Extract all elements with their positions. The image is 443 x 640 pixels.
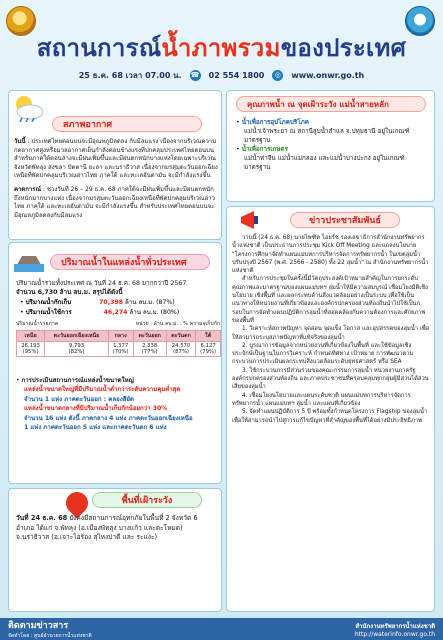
total-line-1: ปริมาณน้ำรวมทั้งประเทศ ณ วันที่ 24 ธ.ค. 68 มากกว่าปี 2567 bbox=[16, 280, 187, 287]
weather-heading-text: สภาพอากาศ bbox=[63, 120, 113, 130]
news-paragraph: สำหรับการประชุมในครั้งนี้มีวัตถุประสงค์เป้าหมายสำคัญในการยกระดับคุณภาพและมาตรฐานของแผนแม่บทฯ ลุ่มน้ำให้มีความสมบูรณ์ เชื่อมโยงมิติเชิงนโยบาย เชิงพื้นที่ และผลกระทบด้านสิ่งแวดล้อมอย่างเป็นระบบ เพื่อใช้เป็นแนวทางให้หน่วยงานที่เกี่ยวข้องและองค์กรปกครองส่วนท้องถิ่นนำไปใช้เป็นกรอบในการจัดทำแผนปฏิบัติการลุ่มน้ำที่สอดคล้องกับความต้องการและศักยภาพของพื้นที่ bbox=[232, 276, 428, 324]
watch-heading-text: พื้นที่เฝ้าระวัง bbox=[121, 496, 173, 506]
table-cell bbox=[133, 342, 166, 357]
reservoir-heading-text: ปริมาณน้ำในแหล่งน้ำทั่วประเทศ bbox=[61, 258, 187, 268]
title-part-3: ของประเทศ bbox=[280, 34, 407, 62]
table-cell bbox=[166, 342, 195, 357]
weather-forecast bbox=[14, 186, 218, 220]
col-header: เหนือ bbox=[17, 331, 45, 342]
storage-unit: ล้าน ลบ.ม. (87%) bbox=[124, 299, 175, 306]
col-header: ตะวันตก bbox=[166, 331, 195, 342]
table-cell bbox=[45, 342, 109, 357]
cell-percent: (70%) bbox=[112, 349, 129, 355]
item1-title: น้ำเพื่อการอุปโภคบริโภค bbox=[241, 119, 310, 126]
website-link[interactable]: www.onwr.go.th bbox=[291, 70, 365, 80]
reservoir-total bbox=[16, 280, 220, 297]
footer-left bbox=[8, 618, 92, 640]
weather-heading bbox=[52, 116, 202, 132]
table-header-row bbox=[17, 331, 221, 342]
watch-heading bbox=[92, 492, 202, 508]
quality-heading-text: คุณภาพน้ำ ณ จุดเฝ้าระวัง แม่น้ำสายหลัก bbox=[247, 100, 389, 109]
cell-value: 1,377 bbox=[113, 343, 129, 349]
assessment-title-text: การประเมินสถานการณ์แหล่งน้ำขนาดใหญ่ bbox=[21, 377, 134, 384]
news-heading-text: ข่าวประชาสัมพันธ์ bbox=[309, 216, 381, 226]
table-cell bbox=[196, 342, 221, 357]
cell-value: 2,338 bbox=[142, 343, 158, 349]
col-header: ตะวันออก bbox=[133, 331, 166, 342]
dam-icon bbox=[12, 250, 46, 274]
weather-today bbox=[14, 138, 218, 181]
forecast-label: คาดการณ์ bbox=[14, 186, 42, 193]
storage-row: • ปริมาณน้ำกักเก็บ 70,398 ล้าน ลบ.ม. (87%) bbox=[20, 299, 175, 306]
news-heading bbox=[290, 212, 400, 228]
usable-unit: ล้าน ลบ.ม. (80%) bbox=[129, 309, 180, 316]
item1-text: แม่น้ำเจ้าพระยา ณ สถานีสูบน้ำสำแล จ.ปทุมธานี อยู่ในเกณฑ์มาตรฐาน bbox=[244, 128, 410, 144]
col-header: กลาง bbox=[108, 331, 133, 342]
table-cell bbox=[17, 342, 45, 357]
news-paragraph: 1. วิเคราะห์สภาพปัญหา จุดอ่อน จุดแข็ง โอกาส และอุปสรรคของลุ่มน้ำ เพื่อให้สามารถระบุสภาพปัญหาที่แท้จริงของลุ่มน้ำ bbox=[232, 326, 430, 341]
assess-2a: แหล่งน้ำขนาดกลางที่มีปริมาณน้ำเก็บกักน้อยกว่า 30% bbox=[24, 405, 168, 413]
globe-icon: ◎ bbox=[272, 70, 283, 81]
storage-value: 70,398 bbox=[99, 299, 124, 306]
footer-bar bbox=[0, 618, 443, 640]
reservoir-heading bbox=[50, 254, 210, 270]
item2-title: น้ำเพื่อการเกษตร bbox=[241, 146, 288, 153]
table-cell bbox=[108, 342, 133, 357]
regional-table bbox=[16, 330, 221, 357]
footer-url[interactable]: http://waterinfo.onwr.go.th bbox=[354, 630, 435, 638]
cell-percent: (87%) bbox=[173, 349, 189, 355]
usable-label: ปริมาณน้ำใช้การ bbox=[25, 309, 72, 316]
cell-percent: (95%) bbox=[22, 349, 39, 355]
cell-value: 6,127 bbox=[200, 343, 216, 349]
quality-items bbox=[236, 118, 428, 172]
phone-number: 02 554 1800 bbox=[208, 70, 265, 80]
quality-heading bbox=[236, 96, 426, 112]
assessment bbox=[16, 376, 220, 432]
watch-date: วันที่ 24 ธ.ค. 68 bbox=[16, 514, 68, 522]
cell-value: 24,570 bbox=[171, 343, 191, 349]
cell-percent: (82%) bbox=[68, 349, 85, 355]
storage-label: ปริมาณน้ำกักเก็บ bbox=[25, 299, 72, 306]
assess-1b: จำนวน 1 แห่ง ภาคตะวันออก : คลองสียัด bbox=[24, 395, 134, 403]
quality-item-1-title: • น้ำเพื่อการอุปโภคบริโภค bbox=[236, 119, 310, 126]
news-paragraph: 2. บูรณาการข้อมูลจากหน่วยงานที่เกี่ยวข้องในพื้นที่ และใช้ข้อมูลเชิงประจักษ์เป็นฐานในการวิเคราะห์ กำหนดทิศทาง เป้าหมาย การพัฒนาตามกระบวนการประเมินผลกระทบสิ่งแวดล้อมระดับยุทธศาสตร์ หรือ SEA bbox=[232, 342, 414, 366]
footer-right bbox=[355, 621, 435, 638]
news-paragraph: 5. จัดทำแผนปฏิบัติการ 5 ปี พร้อมทั้งกำหนดโครงการ Flagship ของลุ่มน้ำ เพื่อให้สามารถนำไปสู่การแก้ไขปัญหาที่สำคัญของพื้นที่ได้อย่างมีประสิทธิภาพ bbox=[232, 409, 428, 424]
footer-sub: จัดทำโดย : ศูนย์อำนวยการน้ำแห่งชาติ bbox=[8, 633, 92, 639]
table-unit: หน่วย : ล้าน ลบ.ม. : % ความจุเก็บกัก bbox=[135, 321, 220, 327]
news-body bbox=[232, 234, 430, 425]
watch-text bbox=[16, 514, 214, 543]
cell-percent: (77%) bbox=[141, 349, 158, 355]
table-row bbox=[17, 342, 221, 357]
item2-text: แม่น้ำท่าจีน แม่น้ำแม่กลอง และแม่น้ำบางปะกง อยู่ในเกณฑ์มาตรฐาน bbox=[244, 155, 405, 171]
watch-body: ยังคงมีสถานการณ์อุทกภัยในพื้นที่ 2 จังหวัด 6 อำเภอ ได้แก่ จ.พัทลุง (อ.เมืองพัทลุง บางแก้ว และตะโหมด) จ.นราธิวาส (อ.เจาะไอร้อง สุไหงปาดี และ ระแงะ) bbox=[16, 514, 198, 542]
news-paragraph: วานนี้ (24 ธ.ค. 68) นายไพฑิต ไอยรัช รองเลขาธิการสำนักงานทรัพยากรน้ำแห่งชาติ เป็นประธานการประชุม Kick Off Meeting และแถลงนโยบาย "โครงการศึกษาจัดทำแผนแม่บทการบริหารจัดการทรัพยากรน้ำ ในเขตลุ่มน้ำปรับปรุงปี 2567 (พ.ศ. 2566 - 2580) ทั้ง 22 ลุ่มน้ำ" ณ สำนักงานทรัพยากรน้ำแห่งชาติ bbox=[232, 235, 429, 275]
col-header: ใต้ bbox=[196, 331, 221, 342]
reservoir-panel bbox=[8, 242, 222, 484]
usable-value: 46,274 bbox=[103, 309, 128, 316]
title-part-2: น้ำภาพรวม bbox=[161, 34, 281, 62]
col-header: ตะวันออกเฉียงเหนือ bbox=[45, 331, 109, 342]
forecast-text: : ช่วงวันที่ 26 – 29 ธ.ค. 68 ภาคใต้จะมีฝนเพิ่มขึ้นและมีฝนตกหนักถึงหนักมากบางแห่ง เนื่องจากมรสุมตะวันออกเฉียงเหนือที่พัดปกคลุมบริเวณอ่าวไทย ภาคใต้ และทะเลอันดามัน จะมีกำลังแรงขึ้น สำหรับประเทศไทยตอนบนจะมีอุณหภูมิลดลงกับมีลมแรง bbox=[14, 186, 215, 219]
cell-value: 9,793 bbox=[68, 343, 85, 349]
megaphone-icon bbox=[238, 208, 268, 232]
total-line-2: จำนวน 6,730 ล้าน ลบ.ม. สรุปได้ดังนี้ bbox=[16, 288, 123, 296]
footer-title: ติดตามข่าวสาร bbox=[8, 621, 69, 631]
report-date: 25 ธ.ค. 68 เวลา 07.00 น. bbox=[78, 70, 182, 80]
phone-icon: ☎ bbox=[190, 70, 200, 79]
cell-value: 26,193 bbox=[21, 343, 40, 349]
today-label: วันนี้ bbox=[14, 138, 26, 145]
title-part-1: สถานการณ์ bbox=[36, 34, 162, 62]
assess-1a: แหล่งน้ำขนาดใหญ่ที่มีปริมาณน้ำต่ำกว่าระดับความคุมต่ำสุด bbox=[24, 386, 181, 394]
assessment-title: • การประเมินสถานการณ์แหล่งน้ำขนาดใหญ่ bbox=[16, 377, 134, 384]
news-paragraph: 4. เชื่อมโยงนโยบายและแผนระดับชาติ แผนแม่บทการบริหารจัดการทรัพยากรน้ำ แผนแม่บทฯ ลุ่มน้ำ และแผนที่เกี่ยวข้อง bbox=[232, 392, 411, 407]
weather-cloud-icon bbox=[10, 92, 46, 122]
news-paragraph: 3. ใช้กระบวนการมีส่วนร่วมของคณะกรรมการลุ่มน้ำ หน่วยงานภาครัฐ องค์กรปกครองส่วนท้องถิ่น และภาคประชาชนที่ครอบคลุมทุกกลุ่มผู้มีส่วนได้ส่วนเสียของลุ่มน้ำ bbox=[232, 367, 429, 391]
page-title bbox=[0, 28, 443, 67]
footer-org: สำนักงานทรัพยากรน้ำแห่งชาติ bbox=[355, 622, 435, 630]
table-caption: ปริมาณน้ำรายภาค bbox=[16, 321, 59, 327]
table-caption-row bbox=[16, 320, 220, 329]
usable-row: • ปริมาณน้ำใช้การ 46,274 ล้าน ลบ.ม. (80%) bbox=[20, 309, 180, 316]
info-bar bbox=[58, 68, 385, 82]
assess-2b: จำนวน 16 แห่ง ดังนี้ ภาคกลาง 4 แห่ง ภาคตะวันออกเฉียงเหนือ bbox=[24, 414, 193, 422]
assess-2c: 1 แห่ง ภาคตะวันออก 5 แห่ง และภาคตะวันตก 6 แห่ง bbox=[24, 424, 167, 432]
quality-item-2-title: • น้ำเพื่อการเกษตร bbox=[236, 146, 288, 153]
today-text: : ประเทศไทยตอนบนจะมีอุณหภูมิลดลง กับมีลมแรง เนื่องจากบริเวณความกดอากาศสูงหรือมวลอากาศเย็นกำลังค่อนข้างแรงที่ปกคลุมประเทศไทยตอนบน สำหรับภาคใต้ตอนล่างจะมีฝนเพิ่มขึ้นและมีฝนตกหนักบางแห่งโดยเฉพาะบริเวณจังหวัดพัทลุง สงขลา ปัตตานี ยะลา และนราธิวาส เนื่องจากมรสุมตะวันออกเฉียงเหนือที่พัดปกคลุมบริเวณอ่าวไทย ภาคใต้ และทะเลอันดามัน จะมีกำลังแรงขึ้น bbox=[14, 138, 218, 180]
cell-percent: (79%) bbox=[200, 349, 217, 355]
